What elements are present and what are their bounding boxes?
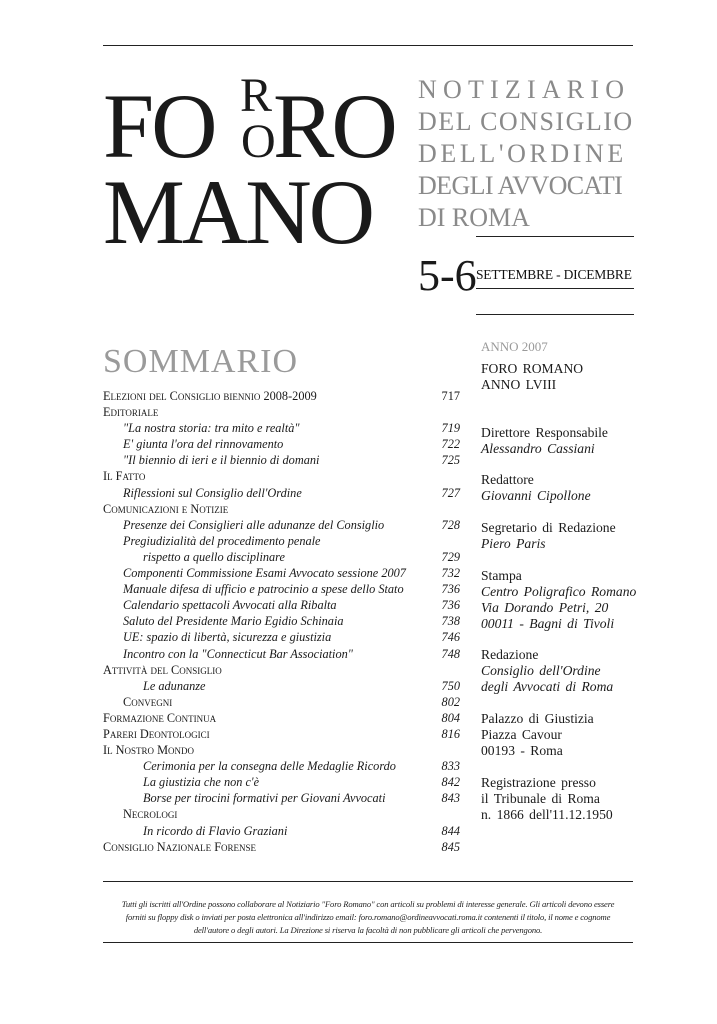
address-block <box>481 711 651 759</box>
toc-row <box>103 597 460 613</box>
toc-row <box>103 726 460 742</box>
toc-page: 722 <box>441 437 460 452</box>
logo-ro: RO <box>273 75 395 177</box>
registrazione-block <box>481 775 651 823</box>
top-rule <box>103 45 633 46</box>
toc-page: 738 <box>441 614 460 629</box>
subtitle-rule <box>476 236 634 237</box>
stampa-label: Stampa <box>481 568 522 583</box>
toc-title: Comunicazioni e Notizie <box>103 501 229 516</box>
footer-line: forniti su floppy disk o inviati per posta elettronica all'indirizzo email: foro.romano@ordineavvocati.roma.it contenenti il titolo, il nome e cognome <box>125 912 611 922</box>
toc-page: 725 <box>441 453 460 468</box>
redattore-label: Redattore <box>481 472 534 487</box>
toc-page: 748 <box>441 646 460 661</box>
toc-title: Componenti Commissione Esami Avvocato sessione 2007 <box>123 566 406 581</box>
toc-page: 732 <box>441 566 460 581</box>
toc-page: 845 <box>441 839 460 854</box>
stampa-block <box>481 568 651 632</box>
redazione-line: degli Avvocati di Roma <box>481 679 614 694</box>
toc-row <box>103 774 460 790</box>
toc-page: 717 <box>441 389 460 403</box>
logo-r: R <box>240 69 272 122</box>
toc-row <box>103 404 460 420</box>
segretario-block <box>481 520 651 552</box>
subtitle-line: DELL'ORDINE <box>418 139 627 168</box>
toc-title: Elezioni del Consiglio biennio 2008-2009 <box>103 389 317 403</box>
toc-row <box>103 533 460 549</box>
toc-title: UE: spazio di libertà, sicurezza e giustizia <box>123 630 332 645</box>
toc-row <box>103 806 460 822</box>
toc-row <box>103 501 460 517</box>
redazione-line: Consiglio dell'Ordine <box>481 663 601 678</box>
toc-page: 750 <box>441 678 460 693</box>
footer-note <box>103 898 633 937</box>
toc-page: 746 <box>441 630 460 645</box>
testata-line: ANNO LVIII <box>481 377 557 392</box>
toc-row <box>103 388 460 404</box>
toc-page: 729 <box>441 549 460 564</box>
toc-page: 842 <box>441 775 460 790</box>
toc-page: 804 <box>441 710 460 725</box>
direttore-block <box>481 425 651 457</box>
toc-page: 844 <box>441 823 460 838</box>
toc-row <box>103 823 460 839</box>
subtitle-line: DEGLI AVVOCATI <box>418 171 623 200</box>
toc-page: 802 <box>441 694 460 709</box>
toc-row <box>103 710 460 726</box>
footer-rule-bottom <box>103 942 633 943</box>
redattore-block <box>481 472 651 504</box>
toc-page: 719 <box>441 421 460 436</box>
toc-page: 816 <box>441 726 460 741</box>
subtitle-line: NOTIZIARIO <box>418 75 631 104</box>
anno-label: ANNO 2007 <box>481 339 548 354</box>
toc-title: Convegni <box>123 694 173 709</box>
toc-row <box>103 517 460 533</box>
issue-number: 5-6 <box>418 251 477 300</box>
toc-title: Saluto del Presidente Mario Egidio Schinaia <box>123 614 344 629</box>
segretario-label: Segretario di Redazione <box>481 520 616 535</box>
toc-page: 833 <box>441 759 460 774</box>
redazione-block <box>481 647 651 695</box>
logo-o: O <box>241 115 275 168</box>
toc-title: Calendario spettacoli Avvocati alla Ribalta <box>123 598 337 613</box>
toc-title: Consiglio Nazionale Forense <box>103 839 257 854</box>
toc-title: Attività del Consiglio <box>103 662 222 677</box>
toc-page: 728 <box>441 517 460 532</box>
toc-title: E' giunta l'ora del rinnovamento <box>123 437 284 452</box>
address-line: Piazza Cavour <box>481 727 562 742</box>
testata-block <box>481 361 651 393</box>
toc-page: 727 <box>441 485 460 500</box>
toc-title: Cerimonia per la consegna delle Medaglie Ricordo <box>143 759 396 774</box>
issue-rule-mid <box>476 288 634 289</box>
issue-months: SETTEMBRE - DICEMBRE <box>476 267 632 282</box>
footer-line: Tutti gli iscritti all'Ordine possono collaborare al Notiziario "Foro Romano" con articoli su problemi di interesse generale. Gli articoli devono essere <box>121 899 615 909</box>
masthead-subtitle <box>418 74 638 234</box>
registrazione-line: n. 1866 dell'11.12.1950 <box>481 807 613 822</box>
toc-page: 736 <box>441 598 460 613</box>
toc-title: Pareri Deontologici <box>103 726 210 741</box>
toc-row <box>103 420 460 436</box>
toc-row <box>103 694 460 710</box>
toc-row <box>103 565 460 581</box>
redattore-name: Giovanni Cipollone <box>481 488 591 503</box>
issue-rule-bottom <box>476 314 634 315</box>
toc-row <box>103 549 460 565</box>
toc-page: 843 <box>441 791 460 806</box>
toc-title: Il Fatto <box>103 469 146 484</box>
registrazione-line: Registrazione presso <box>481 775 596 790</box>
toc-row <box>103 581 460 597</box>
toc-page: 736 <box>441 582 460 597</box>
toc-row <box>103 839 460 855</box>
redazione-label: Redazione <box>481 647 539 662</box>
toc-row <box>103 662 460 678</box>
toc-title: Borse per tirocini formativi per Giovani Avvocati <box>143 791 386 806</box>
toc-row <box>103 436 460 452</box>
toc-title: Editoriale <box>103 405 159 420</box>
direttore-label: Direttore Responsabile <box>481 425 608 440</box>
sommario-title: SOMMARIO <box>103 343 299 380</box>
toc-title: Presenze dei Consiglieri alle adunanze del Consiglio <box>123 517 385 532</box>
toc-row <box>103 468 460 484</box>
stampa-line: Via Dorando Petri, 20 <box>481 600 609 615</box>
subtitle-line: DEL CONSIGLIO <box>418 107 634 136</box>
stampa-line: 00011 - Bagni di Tivoli <box>481 616 615 631</box>
toc-title: Riflessioni sul Consiglio dell'Ordine <box>123 485 302 500</box>
toc-title: "Il biennio di ieri e il biennio di domani <box>123 453 320 468</box>
toc-row <box>103 790 460 806</box>
toc-row <box>103 678 460 694</box>
toc-title: rispetto a quello disciplinare <box>143 549 285 564</box>
toc-title: Manuale difesa di ufficio e patrocinio a spese dello Stato <box>123 582 404 597</box>
footer-rule-top <box>103 881 633 882</box>
segretario-name: Piero Paris <box>481 536 546 551</box>
toc-row <box>103 758 460 774</box>
toc-title: Il Nostro Mondo <box>103 743 195 758</box>
footer-line: dell'autore o degli autori. La Direzione si riserva la facoltà di non pubblicare gli articoli che pervengono. <box>193 925 543 935</box>
toc-row <box>103 613 460 629</box>
toc-row <box>103 646 460 662</box>
toc-row <box>103 452 460 468</box>
toc-title: Formazione Continua <box>103 710 217 725</box>
direttore-name: Alessandro Cassiani <box>481 441 595 456</box>
subtitle-line: DI ROMA <box>418 203 530 232</box>
table-of-contents <box>103 388 460 855</box>
toc-row <box>103 742 460 758</box>
toc-row <box>103 485 460 501</box>
toc-title: La giustizia che non c'è <box>143 775 260 790</box>
toc-title: In ricordo di Flavio Graziani <box>143 823 288 838</box>
toc-title: Pregiudizialità del procedimento penale <box>123 533 321 548</box>
toc-title: Necrologi <box>123 807 178 822</box>
logo-fo: FO <box>103 75 215 177</box>
toc-title: "La nostra storia: tra mito e realtà" <box>123 421 300 436</box>
stampa-line: Centro Poligrafico Romano <box>481 584 637 599</box>
address-line: 00193 - Roma <box>481 743 563 758</box>
logo-mano: MANO <box>103 161 373 263</box>
toc-row <box>103 629 460 645</box>
registrazione-line: il Tribunale di Roma <box>481 791 600 806</box>
toc-title: Incontro con la "Connecticut Bar Association" <box>123 646 353 661</box>
toc-title: Le adunanze <box>143 678 206 693</box>
testata-line: FORO ROMANO <box>481 361 584 376</box>
address-line: Palazzo di Giustizia <box>481 711 594 726</box>
